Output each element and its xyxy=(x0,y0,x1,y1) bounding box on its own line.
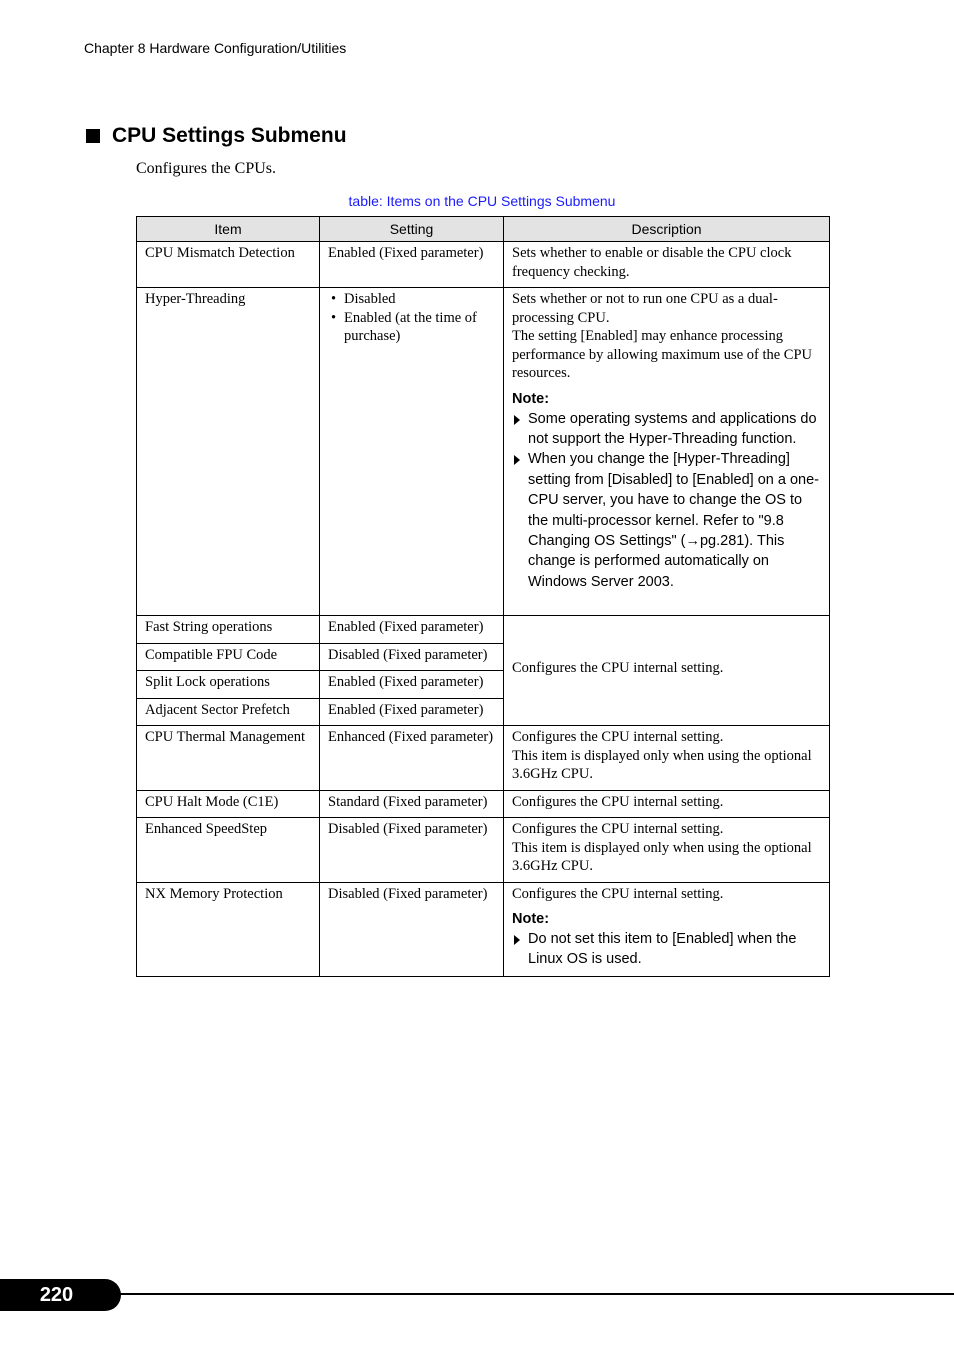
note-item xyxy=(512,409,821,450)
note-text: When you change the [Hyper-Threading] setting from [Disabled] to [Enabled] on a one-CPU server, you have to change the OS to the multi-processor kernel. Refer to "9.8 Changing OS Settings" (→pg.281). This change is performed automatically on Windows Server 2003. xyxy=(528,451,819,590)
item-cell: CPU Thermal Management xyxy=(137,726,320,791)
description-cell: Configures the CPU internal setting. xyxy=(504,790,830,818)
triangle-bullet-icon xyxy=(514,935,520,945)
section-heading xyxy=(86,124,347,148)
item-cell: Split Lock operations xyxy=(137,671,320,699)
note-label: Note: xyxy=(512,390,550,407)
notes-list xyxy=(512,409,821,593)
description-line: The setting [Enabled] may enhance processing performance by allowing maximum use of the CPU resources. xyxy=(512,328,813,381)
table-row xyxy=(137,790,830,818)
description-cell xyxy=(504,288,830,616)
description-cell xyxy=(504,882,830,976)
item-cell: NX Memory Protection xyxy=(137,882,320,976)
setting-cell: Enabled (Fixed parameter) xyxy=(320,698,504,726)
note-item xyxy=(512,929,821,970)
description-line: This item is displayed only when using the optional 3.6GHz CPU. xyxy=(512,747,812,782)
column-header-setting: Setting xyxy=(320,217,504,242)
cpu-settings-table xyxy=(136,216,830,977)
table-row xyxy=(137,882,830,976)
square-bullet-icon xyxy=(86,129,100,143)
setting-options-list xyxy=(328,290,495,346)
item-cell: Hyper-Threading xyxy=(137,288,320,616)
setting-cell xyxy=(320,288,504,616)
note-text: Do not set this item to [Enabled] when the Linux OS is used. xyxy=(528,931,797,968)
page-number: 220 xyxy=(39,1283,74,1306)
setting-cell: Disabled (Fixed parameter) xyxy=(320,643,504,671)
description-cell xyxy=(504,726,830,791)
table-row xyxy=(137,726,830,791)
section-title-text: CPU Settings Submenu xyxy=(112,124,347,147)
description-line: This item is displayed only when using the optional 3.6GHz CPU. xyxy=(512,839,812,874)
item-cell: Adjacent Sector Prefetch xyxy=(137,698,320,726)
notes-list xyxy=(512,929,821,970)
item-cell: Compatible FPU Code xyxy=(137,643,320,671)
item-cell: Enhanced SpeedStep xyxy=(137,818,320,883)
setting-option: • Enabled (at the time of purchase) xyxy=(328,309,495,346)
description-cell: Sets whether to enable or disable the CPU clock frequency checking. xyxy=(504,242,830,288)
setting-cell: Disabled (Fixed parameter) xyxy=(320,882,504,976)
table-row xyxy=(137,616,830,644)
section-intro: Configures the CPUs. xyxy=(136,160,276,177)
setting-cell: Enabled (Fixed parameter) xyxy=(320,242,504,288)
running-header: Chapter 8 Hardware Configuration/Utilities xyxy=(84,40,347,56)
footer-rule xyxy=(110,1293,954,1295)
table-row xyxy=(137,288,830,616)
description-cell xyxy=(504,818,830,883)
description-line: Configures the CPU internal setting. xyxy=(512,729,724,745)
item-cell: CPU Mismatch Detection xyxy=(137,242,320,288)
setting-cell: Enabled (Fixed parameter) xyxy=(320,671,504,699)
description-cell: Configures the CPU internal setting. xyxy=(504,616,830,726)
triangle-bullet-icon xyxy=(514,415,520,425)
note-label: Note: xyxy=(512,911,550,927)
setting-cell: Enabled (Fixed parameter) xyxy=(320,616,504,644)
page-number-tab xyxy=(0,1279,121,1311)
item-cell: Fast String operations xyxy=(137,616,320,644)
triangle-bullet-icon xyxy=(514,455,520,465)
table-caption: table: Items on the CPU Settings Submenu xyxy=(348,193,616,209)
table-row xyxy=(137,242,830,288)
column-header-item: Item xyxy=(137,217,320,242)
setting-cell: Standard (Fixed parameter) xyxy=(320,790,504,818)
description-line: Configures the CPU internal setting. xyxy=(512,885,724,902)
note-text: Some operating systems and applications do not support the Hyper-Threading function. xyxy=(528,410,817,447)
note-item xyxy=(512,449,821,592)
description-line: Sets whether or not to run one CPU as a dual-processing CPU. xyxy=(512,291,778,326)
table-header-row xyxy=(137,217,830,242)
description-line: Configures the CPU internal setting. xyxy=(512,821,724,837)
item-cell: CPU Halt Mode (C1E) xyxy=(137,790,320,818)
setting-cell: Enhanced (Fixed parameter) xyxy=(320,726,504,791)
table-row xyxy=(137,818,830,883)
setting-cell: Disabled (Fixed parameter) xyxy=(320,818,504,883)
setting-option: • Disabled xyxy=(328,290,495,309)
column-header-description: Description xyxy=(504,217,830,242)
